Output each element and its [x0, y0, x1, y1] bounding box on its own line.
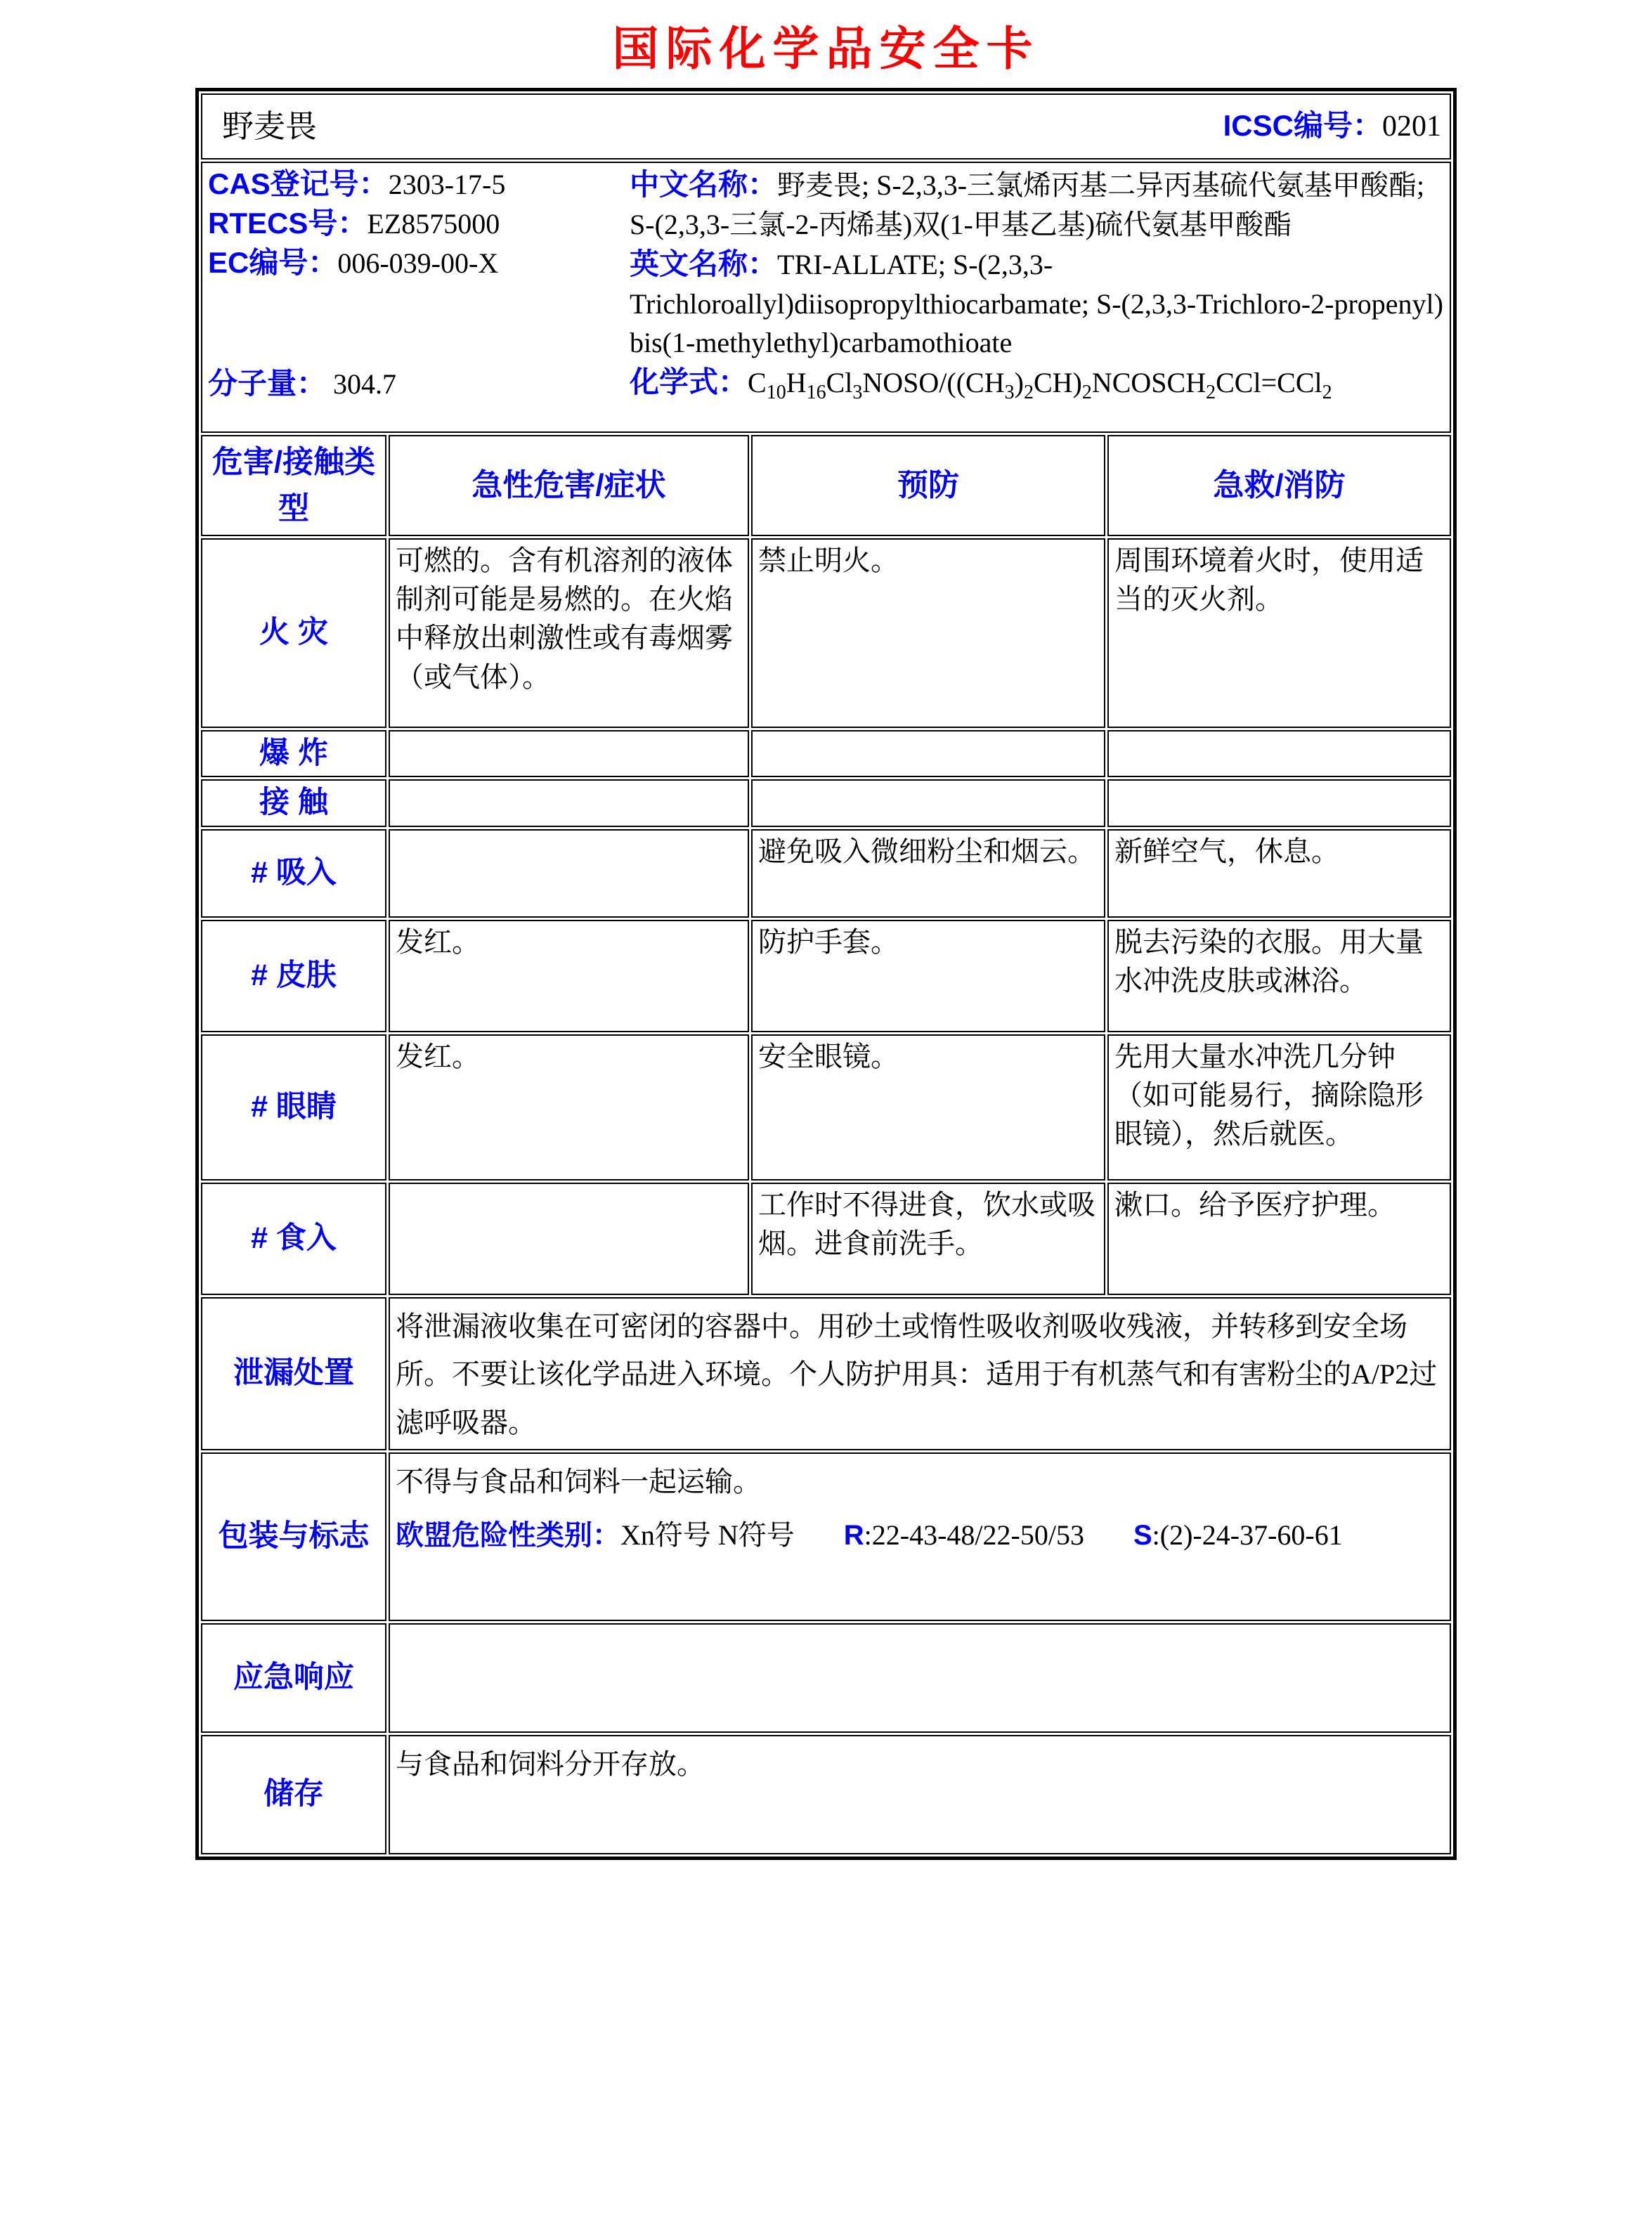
row-skin-firstaid: 脱去污染的衣服。用大量水冲洗皮肤或淋浴。: [1107, 920, 1451, 1032]
chemical-formula-value: $C_{10}H_{16}Cl_3NOSO/((CH_3)_2CH)_2NCOSCH_2CCl=CCl_2$: [748, 367, 1332, 404]
name-cell: [201, 93, 1451, 160]
row-spillage-content: 将泄漏液收集在可密闭的容器中。用砂土或惰性吸收剂吸收残液，并转移到安全场所。不要让该化学品进入环境。个人防护用具：适用于有机蒸气和有害粉尘的A/P2过滤呼吸器。: [389, 1297, 1451, 1450]
row-explosion-symptoms: [389, 730, 749, 777]
row-eyes: [201, 1034, 1451, 1181]
row-ingestion-prevention: 工作时不得进食，饮水或吸烟。进食前洗手。: [751, 1183, 1105, 1295]
cas-label: CAS登记号：: [208, 167, 389, 200]
eu-symbols: Xn符号 N符号: [620, 1519, 795, 1551]
row-explosion-prevention: [751, 730, 1105, 777]
rtecs-label: RTECS号：: [208, 206, 368, 240]
row-inhalation: [201, 829, 1451, 918]
row-packaging: [201, 1452, 1451, 1621]
packaging-eu-line: [396, 1507, 1444, 1564]
row-storage-label: 储存: [201, 1735, 386, 1854]
row-eyes-label: # 眼睛: [201, 1034, 386, 1181]
row-storage-content: 与食品和饲料分开存放。: [389, 1735, 1451, 1854]
row-inhalation-symptoms: [389, 829, 749, 918]
icsc-number: [1223, 105, 1444, 148]
name-row: [201, 93, 1451, 160]
header-firstaid-firefighting: 急救/消防: [1107, 435, 1451, 536]
ec-label: EC编号：: [208, 245, 338, 279]
ec-value: 006-039-00-X: [337, 247, 499, 279]
mw-value: 304.7: [333, 368, 397, 400]
row-explosion: [201, 730, 1451, 777]
substance-name: 野麦畏: [222, 108, 318, 144]
row-ingestion-label: # 食入: [201, 1183, 386, 1295]
row-fire: [201, 538, 1451, 728]
r-phrases-value: :22-43-48/22-50/53: [864, 1519, 1084, 1551]
chinese-name-label: 中文名称：: [630, 168, 778, 201]
names-block: [630, 164, 1444, 403]
identity-row: [201, 162, 1451, 433]
row-emergency-response-label: 应急响应: [201, 1623, 386, 1733]
row-fire-label: 火 灾: [201, 538, 386, 728]
chinese-name: [630, 164, 1444, 244]
english-name-label: 英文名称：: [630, 247, 778, 281]
row-storage: [201, 1735, 1451, 1854]
row-spillage: [201, 1297, 1451, 1450]
mw-label: 分子量：: [208, 366, 327, 400]
table-header-row: [201, 435, 1451, 536]
row-skin-label: # 皮肤: [201, 920, 386, 1032]
header-prevention: 预防: [751, 435, 1105, 536]
row-skin-prevention: 防护手套。: [751, 920, 1105, 1032]
icsc-card-table: [195, 88, 1457, 1860]
row-explosion-label: 爆 炸: [201, 730, 386, 777]
r-phrases-label: R: [843, 1519, 864, 1551]
row-eyes-prevention: 安全眼镜。: [751, 1034, 1105, 1181]
cas-line: [208, 164, 630, 204]
row-skin: [201, 920, 1451, 1032]
ec-line: [208, 243, 630, 282]
eu-class-label: 欧盟危险性类别：: [396, 1519, 620, 1551]
icsc-number-label: ICSC编号：: [1223, 109, 1382, 143]
row-emergency-response: [201, 1623, 1451, 1733]
mw-line: [208, 364, 630, 403]
row-packaging-label: 包装与标志: [201, 1452, 386, 1621]
english-name: [630, 244, 1444, 362]
s-phrases-label: S: [1133, 1519, 1152, 1551]
row-inhalation-label: # 吸入: [201, 829, 386, 918]
page-title: 国际化学品安全卡: [612, 21, 1040, 76]
row-emergency-response-content: [389, 1623, 1451, 1733]
row-exposure-symptoms: [389, 779, 749, 826]
row-eyes-firstaid: 先用大量水冲洗几分钟（如可能易行，摘除隐形眼镜），然后就医。: [1107, 1034, 1451, 1181]
chinese-name-value: 野麦畏; S-2,3,3-三氯烯丙基二异丙基硫代氨基甲酸酯; S-(2,3,3-三氯-2-丙烯基)双(1-甲基乙基)硫代氨基甲酸酯: [630, 169, 1425, 240]
header-hazard-type: 危害/接触类型: [201, 435, 386, 536]
row-inhalation-prevention: 避免吸入微细粉尘和烟云。: [751, 829, 1105, 918]
row-exposure-firstaid: [1107, 779, 1451, 826]
packaging-transport-line: 不得与食品和饲料一起运输。: [396, 1466, 761, 1498]
row-explosion-firstaid: [1107, 730, 1451, 777]
rtecs-line: [208, 204, 630, 243]
row-fire-prevention: 禁止明火。: [751, 538, 1105, 728]
registry-block: [208, 164, 630, 403]
header-acute-symptoms: 急性危害/症状: [389, 435, 749, 536]
row-exposure-prevention: [751, 779, 1105, 826]
chemical-formula-label: 化学式：: [630, 365, 748, 399]
row-ingestion-symptoms: [389, 1183, 749, 1295]
icsc-number-value: 0201: [1382, 110, 1441, 143]
cas-value: 2303-17-5: [388, 169, 506, 200]
row-packaging-content: [389, 1452, 1451, 1621]
row-ingestion-firstaid: 漱口。给予医疗护理。: [1107, 1183, 1451, 1295]
row-inhalation-firstaid: 新鲜空气，休息。: [1107, 829, 1451, 918]
row-fire-symptoms: 可燃的。含有机溶剂的液体制剂可能是易燃的。在火焰中释放出刺激性或有毒烟雾（或气体）。: [389, 538, 749, 728]
row-ingestion: [201, 1183, 1451, 1295]
english-name-value: TRI-ALLATE; S-(2,3,3-Trichloroallyl)diisopropylthiocarbamate; S-(2,3,3-Trichloro-2-propenyl) bis(1-methylethyl)carbamothioate: [630, 249, 1443, 359]
row-exposure-label: 接 触: [201, 779, 386, 826]
s-phrases-value: :(2)-24-37-60-61: [1152, 1519, 1343, 1551]
row-fire-firstaid: 周围环境着火时，使用适当的灭火剂。: [1107, 538, 1451, 728]
row-eyes-symptoms: 发红。: [389, 1034, 749, 1181]
rtecs-value: EZ8575000: [367, 207, 500, 240]
chemical-formula: [630, 362, 1444, 403]
identity-cell: [201, 162, 1451, 433]
row-skin-symptoms: 发红。: [389, 920, 749, 1032]
row-exposure: [201, 779, 1451, 826]
row-spillage-label: 泄漏处置: [201, 1297, 386, 1450]
